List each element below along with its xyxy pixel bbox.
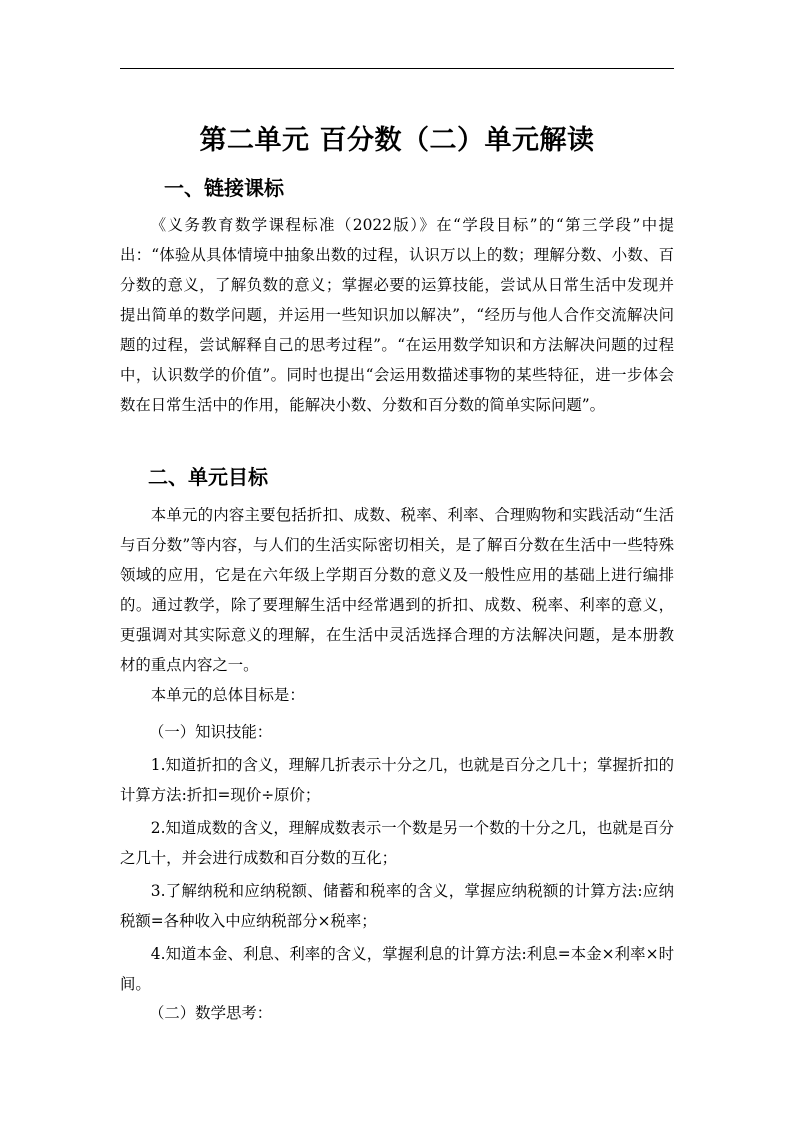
section-heading-unit-goals: 二、单元目标 [148, 465, 268, 489]
subheading-math-thinking: （二）数学思考： [149, 1004, 273, 1022]
subheading-knowledge-skills: （一）知识技能： [149, 723, 273, 741]
goal-item-4: 4.知道本金、利息、利率的含义，掌握利息的计算方法:利息=本金×利率×时间。 [120, 945, 674, 993]
header-rule [120, 68, 674, 69]
unit-goals-paragraph: 本单元的内容主要包括折扣、成数、税率、利率、合理购物和实践活动“生活与百分数”等内容，与人们的生活实际密切相关，是了解百分数在生活中一些特殊领域的应用，它是在六年级上学期百分数的意义及一般性应用的基础上进行编排的。通过教学，除了要理解生活中经常遇到的折扣、成数、税率、利率的意义，更强调对其实际意义的理解，在生活中灵活选择合理的方法解决问题，是本册教材的重点内容之一。 [120, 506, 674, 674]
goal-item-2: 2.知道成数的含义，理解成数表示一个数是另一个数的十分之几，也就是百分之几十，并会进行成数和百分数的互化； [120, 819, 674, 867]
curriculum-paragraph: 《义务教育数学课程标准（2022版）》在“学段目标”的“第三学段”中提出：“体验从具体情境中抽象出数的过程，认识万以上的数；理解分数、小数、百分数的意义，了解负数的意义；掌握必要的运算技能，尝试从日常生活中发现并提出简单的数学问题，并运用一些知识加以解决”，“经历与他人合作交流解决问题的过程，尝试解释自己的思考过程”。“在运用数学知识和方法解决问题的过程中，认识数学的价值”。同时也提出“会运用数描述事物的某些特征，进一步体会数在日常生活中的作用，能解决小数、分数和百分数的简单实际问题”。 [120, 216, 674, 414]
page-title: 第二单元 百分数（二）单元解读 [199, 125, 595, 156]
overall-goals-intro: 本单元的总体目标是： [150, 686, 305, 704]
section-heading-curriculum: 一、链接课标 [164, 176, 284, 200]
goal-item-3: 3.了解纳税和应纳税额、储蓄和税率的含义，掌握应纳税额的计算方法:应纳税额=各种收入中应纳税部分×税率； [120, 882, 674, 930]
goal-item-1: 1.知道折扣的含义，理解几折表示十分之几，也就是百分之几十；掌握折扣的计算方法:折扣=现价÷原价； [120, 756, 674, 804]
